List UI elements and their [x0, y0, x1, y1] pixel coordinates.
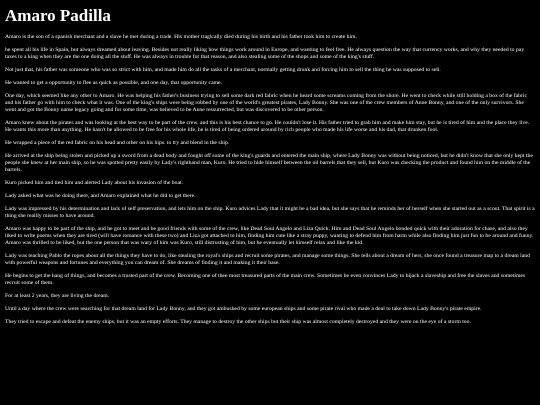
paragraph: Lady was teaching Pablo the ropes about all the things they have to do, like stealing the royal's ships and recruit some pirates, and manage some things. She tells about a dream of hers, she once found a treasure map to a dream land with powerful weapons and fortunes and everything you can dream of. She dreams of finding it and making it their base. — [5, 253, 530, 266]
paragraph: Lady asked what was he doing there, and Amaro explained what he did to get there. — [5, 193, 196, 199]
paragraph: For at least 2 years, they are living the dream. — [5, 293, 110, 299]
paragraph: he spent all his life in Spain, but always dreamed about leaving. Besides not really liking how things work around in Europe, and wanting to feel free. He always question the way that currency works, and why they needed to pay taxes to a king when they are the one doing all the stuff. He was always in trouble for that reason, and also stealing some of the shops and some of the king's stuff. — [5, 47, 525, 60]
page-title: Amaro Padilla — [5, 6, 111, 25]
paragraph: Lady was impressed by his determination and lack of self preservation, and lets him on the ship. Kuro advices Lady that it might be a bad idea, but she says that he reminds her of herself when she started out as a scout. That spirit is a thing she reallly misses to have around. — [5, 206, 535, 219]
paragraph: Kuro picked him and tied him and alerted Lady about his invasion of the boat. — [5, 180, 184, 186]
paragraph: He wanted to get a opportunity to flee as quick as possible, and one day, that opportunity came. — [5, 80, 222, 86]
paragraph: He wrapped a piece of the red fabric on his head and other on his hips. to try and blend in the ship. — [5, 140, 230, 146]
paragraph: Amaro is the son of a spanish merchant and a slave he met during a trade. His mother tragically died during his birth and his father took him to create him. — [5, 34, 357, 40]
paragraph: He begins to get the hang of things, and becomes a trusted part of the crew. Becoming one of thee most treasured parts of the main crew. Sometimes he even convinces Lady to hijack a slaveship and free the slaves and sometimes recruit some of them. — [5, 273, 526, 286]
paragraph: They tried to escape and defeat the enemy ships, but it was an empty efforts. They manage to destroy the other ships but their ship was almost completely destroyed and they were on the eye of a storm too. — [5, 319, 471, 325]
paragraph: Not just that, his father was someone who was so strict with him, and made him do all the tasks of a merchant, normally getting drunk and forcing him to sell the thing he was supposed to sell. — [5, 67, 441, 73]
paragraph: Amaro knew about the pirates and was looking at the best way to be part of the crew. and this is his best chance to go. He couldn't lose it. His father tried to grab him and make him stay, but he is tired of him and the place they live. He wants this more than anything. He hasn't be allowed to be free for his whole life, he is tired of being ordered around by rich people who made his life worse and his dad, that drunken fool. — [5, 120, 530, 133]
paragraph: He arrived at the ship being stolen and picked up a sword from a dead body and fought off some of the king's guards and entered the main ship, where Lady Bonny was without being noticed, but he didn't know that she only kept the people she knew at her main ship, so he was spotted pretty easily by Lady's righthand man, Kuro. He tried to hide himself between the oil barrels that they sell, but Kuro was checking the product and found him on the middle of the barrels. — [5, 153, 533, 173]
paragraph: One day, which seemed like any other to Amaro. He was helping his father's business trying to sell some dark red fabric when he heard some screams coming from the shore. He went to check while still holding a box of the fabric and his father go with him to check what it was. One of the king's ships were being robbed by one of the world's greatest pirates, Lady Bonny. She was one of the crew members of Anne Bonny, and one of the only survivors. She went and got the Bonny name legacy going and for some time, was believed to be Anne ressurrected, but was discovered to be other person. — [5, 93, 528, 113]
paragraph: Until a day where the crew were searching for that dream land for Lady Bonny, and they got ambushed by some european ships and some pirate rival who made a deal to take down Lady Bonny's pirate empire. — [5, 306, 482, 312]
paragraph: Amaro was happy to be part of the ship, and he got to meet and be good friends with some of the crew, like Dead Soul Angelo and Liza Quick. Him and Dead Soul Angelo bonded quick with their adoration for chase, and also they liked to write poems when they are tired (will have romance with these two) and Liza got attached to him, finding him cute like a stray puppy, wanting to defend him from harm while also finding him just fun to be around and funny. Amaro was thrilled to be liked, but the one person that was wary of him was Kuro, still distrusting of him, but he eventually let himself relax and like the kid. — [5, 226, 534, 246]
story-body — [5, 34, 535, 326]
